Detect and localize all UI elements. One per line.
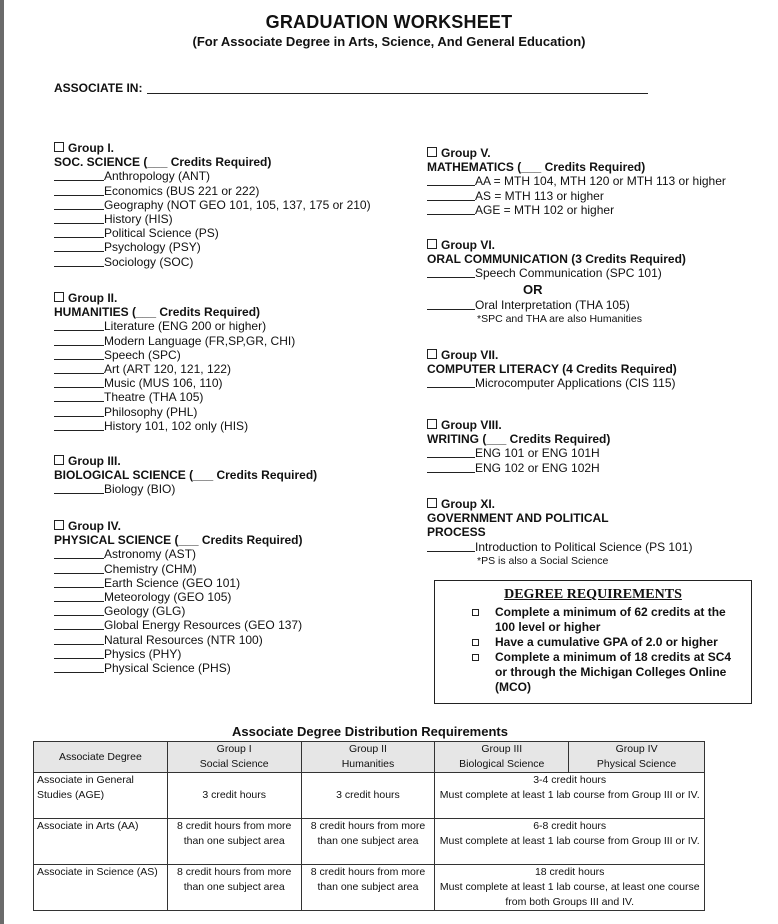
- degree-requirements-box: [434, 580, 752, 704]
- group-2-label: Group II.: [68, 291, 118, 305]
- row-science: [435, 773, 705, 819]
- header-group-4-sub: Physical Science: [596, 758, 677, 770]
- blank-line[interactable]: [54, 377, 104, 388]
- blank-line[interactable]: [54, 391, 104, 402]
- blank-line[interactable]: [54, 241, 104, 252]
- group-2: [54, 291, 295, 433]
- blank-line[interactable]: [54, 648, 104, 659]
- distribution-table-title: Associate Degree Distribution Requirements: [232, 724, 508, 739]
- group-item: Philosophy (PHL): [104, 404, 198, 419]
- header-group-2-label: Group II: [349, 743, 387, 755]
- requirement-item: [435, 635, 741, 650]
- group-item: Modern Language (FR,SP,GR, CHI): [104, 333, 296, 348]
- degree-requirements-title: DEGREE REQUIREMENTS: [504, 587, 682, 602]
- bullet-square-icon: [472, 609, 479, 616]
- table-row: [34, 773, 705, 819]
- bullet-square-icon: [472, 654, 479, 661]
- row-group-2: 8 credit hours from more than one subject area: [301, 865, 435, 911]
- blank-line[interactable]: [54, 619, 104, 630]
- group-item: Speech Communication (SPC 101): [475, 266, 662, 281]
- page-left-edge: [0, 0, 4, 924]
- row-science-note: Must complete at least 1 lab course from Group III or IV.: [439, 789, 700, 801]
- group-11-note: *PS is also a Social Science: [477, 554, 609, 567]
- group-11: [427, 497, 692, 568]
- blank-line[interactable]: [54, 185, 104, 196]
- group-item: Geology (GLG): [104, 604, 186, 619]
- blank-line[interactable]: [427, 377, 475, 388]
- group-item: AGE = MTH 102 or higher: [475, 202, 615, 217]
- associate-label: ASSOCIATE IN:: [54, 81, 143, 95]
- blank-line[interactable]: [427, 447, 475, 458]
- group-2-title: HUMANITIES (___ Credits Required): [54, 305, 261, 320]
- blank-line[interactable]: [54, 483, 104, 494]
- associate-input-line[interactable]: [147, 93, 648, 94]
- blank-line[interactable]: [427, 541, 475, 552]
- blank-line[interactable]: [427, 267, 475, 278]
- group-item: Art (ART 120, 121, 122): [104, 362, 231, 377]
- distribution-table: [33, 741, 705, 911]
- group-7-label: Group VII.: [441, 348, 499, 362]
- group-11-title-line2: PROCESS: [427, 525, 486, 540]
- group-item: Music (MUS 106, 110): [104, 376, 223, 391]
- blank-line[interactable]: [54, 199, 104, 210]
- row-degree: Associate in General Studies (AGE): [34, 773, 168, 819]
- group-item: ENG 101 or ENG 101H: [475, 446, 600, 461]
- table-row: [34, 819, 705, 865]
- group-6-label: Group VI.: [441, 238, 495, 252]
- row-science-hours: 3-4 credit hours: [533, 774, 607, 786]
- group-item: Astronomy (AST): [104, 547, 197, 562]
- group-4-title: PHYSICAL SCIENCE (___ Credits Required): [54, 533, 303, 548]
- blank-line[interactable]: [54, 662, 104, 673]
- group-item: Geography (NOT GEO 101, 105, 137, 175 or 210): [104, 197, 371, 212]
- row-science-hours: 18 credit hours: [534, 866, 605, 878]
- row-science-note: Must complete at least 1 lab course, at least one course from both Groups III and IV.: [439, 881, 700, 908]
- group-6-note: *SPC and THA are also Humanities: [477, 312, 642, 325]
- group-6-checkbox[interactable]: [427, 239, 437, 249]
- group-4: [54, 519, 303, 675]
- group-item: Literature (ENG 200 or higher): [104, 319, 267, 334]
- blank-line[interactable]: [54, 349, 104, 360]
- row-science-note: Must complete at least 1 lab course from Group III or IV.: [439, 835, 700, 847]
- row-group-1: 3 credit hours: [167, 773, 301, 819]
- group-1-label: Group I.: [68, 141, 114, 155]
- group-item: Physics (PHY): [104, 646, 182, 661]
- group-item: Global Energy Resources (GEO 137): [104, 618, 303, 633]
- row-group-2: 8 credit hours from more than one subject area: [301, 819, 435, 865]
- blank-line[interactable]: [54, 170, 104, 181]
- header-group-3-label: Group III: [481, 743, 523, 755]
- page-subtitle: (For Associate Degree in Arts, Science, And General Education): [192, 34, 586, 49]
- group-item: Speech (SPC): [104, 347, 181, 362]
- page-title: GRADUATION WORKSHEET: [265, 12, 513, 32]
- blank-line[interactable]: [54, 634, 104, 645]
- group-item: Economics (BUS 221 or 222): [104, 183, 260, 198]
- group-item: History 101, 102 only (HIS): [104, 418, 249, 433]
- group-8-title: WRITING (___ Credits Required): [427, 432, 611, 447]
- group-3-title: BIOLOGICAL SCIENCE (___ Credits Required): [54, 468, 318, 483]
- blank-line[interactable]: [54, 420, 104, 431]
- row-science: [435, 819, 705, 865]
- requirement-text: Complete a minimum of 18 credits at SC4 or through the Michigan Colleges Online (MCO): [495, 650, 732, 694]
- blank-line[interactable]: [54, 563, 104, 574]
- blank-line[interactable]: [427, 204, 475, 215]
- group-5: [427, 146, 726, 217]
- group-item: AS = MTH 113 or higher: [475, 188, 604, 203]
- row-science-hours: 6-8 credit hours: [533, 820, 607, 832]
- requirement-item: [435, 650, 741, 695]
- group-item: Microcomputer Applications (CIS 115): [475, 376, 676, 391]
- group-8-checkbox[interactable]: [427, 419, 437, 429]
- group-3: [54, 454, 317, 497]
- header-group-2-sub: Humanities: [341, 758, 395, 770]
- group-item: Chemistry (CHM): [104, 561, 197, 576]
- group-item: Psychology (PSY): [104, 240, 201, 255]
- group-2-checkbox[interactable]: [54, 292, 64, 302]
- blank-line[interactable]: [54, 548, 104, 559]
- requirement-text: Have a cumulative GPA of 2.0 or higher: [495, 635, 718, 649]
- blank-line[interactable]: [54, 363, 104, 374]
- blank-line[interactable]: [54, 577, 104, 588]
- blank-line[interactable]: [54, 406, 104, 417]
- table-header-row: [34, 742, 705, 773]
- group-item: Theatre (THA 105): [104, 390, 204, 405]
- blank-line[interactable]: [54, 320, 104, 331]
- table-row: [34, 865, 705, 911]
- blank-line[interactable]: [427, 175, 475, 186]
- group-8: [427, 418, 610, 475]
- header-group-1: [167, 742, 301, 773]
- group-item: Oral Interpretation (THA 105): [475, 297, 630, 312]
- requirement-text: Complete a minimum of 62 credits at the 100 level or higher: [495, 605, 726, 634]
- group-5-title: MATHEMATICS (___ Credits Required): [427, 160, 646, 175]
- group-item: Anthropology (ANT): [104, 169, 211, 184]
- row-science: [435, 865, 705, 911]
- header-group-4: [569, 742, 705, 773]
- group-item: Sociology (SOC): [104, 254, 194, 269]
- row-group-1: 8 credit hours from more than one subject area: [167, 865, 301, 911]
- header-group-1-label: Group I: [216, 743, 252, 755]
- group-item: AA = MTH 104, MTH 120 or MTH 113 or higher: [475, 174, 726, 189]
- header-associate-degree: Associate Degree: [34, 742, 168, 773]
- or-separator: OR: [523, 281, 543, 297]
- row-degree: Associate in Science (AS): [34, 865, 168, 911]
- row-degree: Associate in Arts (AA): [34, 819, 168, 865]
- group-3-label: Group III.: [68, 454, 121, 468]
- group-item: ENG 102 or ENG 102H: [475, 460, 600, 475]
- group-4-label: Group IV.: [68, 519, 121, 533]
- group-item: Political Science (PS): [104, 226, 219, 241]
- header-group-1-sub: Social Science: [199, 758, 269, 770]
- header-group-2: [301, 742, 435, 773]
- header-group-4-label: Group IV: [615, 743, 658, 755]
- header-group-3: [435, 742, 569, 773]
- blank-line[interactable]: [54, 227, 104, 238]
- row-group-2: 3 credit hours: [301, 773, 435, 819]
- group-item: Earth Science (GEO 101): [104, 575, 241, 590]
- blank-line[interactable]: [427, 299, 475, 310]
- group-5-label: Group V.: [441, 146, 491, 160]
- group-7: [427, 348, 677, 391]
- group-item: Introduction to Political Science (PS 101): [475, 539, 693, 554]
- group-8-label: Group VIII.: [441, 418, 502, 432]
- group-item: Physical Science (PHS): [104, 661, 231, 676]
- row-group-1: 8 credit hours from more than one subject area: [167, 819, 301, 865]
- header-group-3-sub: Biological Science: [459, 758, 545, 770]
- bullet-square-icon: [472, 639, 479, 646]
- blank-line[interactable]: [427, 190, 475, 201]
- group-item: Meteorology (GEO 105): [104, 590, 232, 605]
- group-item: Natural Resources (NTR 100): [104, 632, 263, 647]
- group-6: [427, 238, 686, 326]
- group-3-checkbox[interactable]: [54, 455, 64, 465]
- blank-line[interactable]: [54, 213, 104, 224]
- group-11-title-line1: GOVERNMENT AND POLITICAL: [427, 511, 609, 526]
- group-1-checkbox[interactable]: [54, 142, 64, 152]
- group-5-checkbox[interactable]: [427, 147, 437, 157]
- group-item: Biology (BIO): [104, 482, 176, 497]
- group-11-label: Group XI.: [441, 497, 495, 511]
- group-6-title: ORAL COMMUNICATION (3 Credits Required): [427, 252, 686, 267]
- group-1-title: SOC. SCIENCE (___ Credits Required): [54, 155, 272, 170]
- group-4-checkbox[interactable]: [54, 520, 64, 530]
- group-1: [54, 141, 371, 269]
- group-7-checkbox[interactable]: [427, 349, 437, 359]
- group-item: History (HIS): [104, 212, 173, 227]
- group-11-checkbox[interactable]: [427, 498, 437, 508]
- group-7-title: COMPUTER LITERACY (4 Credits Required): [427, 362, 677, 377]
- blank-line[interactable]: [54, 256, 104, 267]
- requirement-item: [435, 605, 741, 635]
- blank-line[interactable]: [427, 462, 475, 473]
- blank-line[interactable]: [54, 335, 104, 346]
- blank-line[interactable]: [54, 591, 104, 602]
- blank-line[interactable]: [54, 605, 104, 616]
